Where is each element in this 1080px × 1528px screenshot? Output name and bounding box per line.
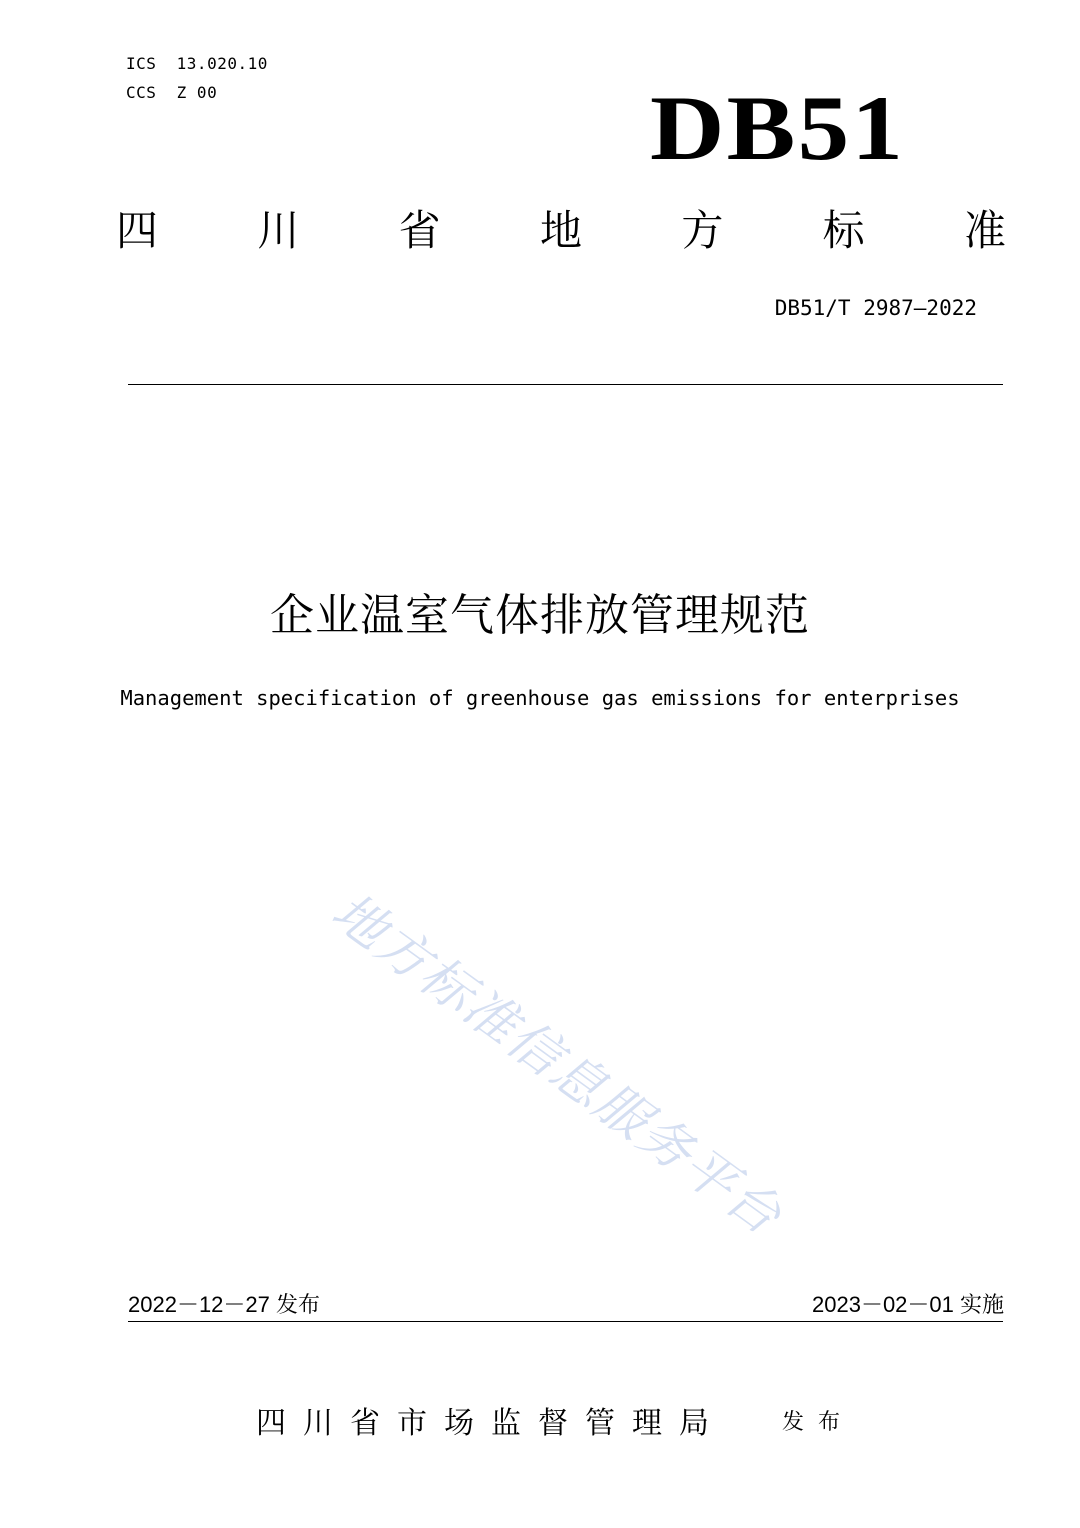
ics-code: ICS 13.020.10 — [126, 54, 268, 73]
standard-type-char: 四 — [116, 206, 159, 255]
standard-code: DB51/T 2987—2022 — [774, 296, 977, 320]
standard-type-heading — [116, 208, 1006, 254]
issue-date: 2022－12－27 发布 — [128, 1292, 320, 1317]
db-logo: DB51 — [650, 77, 906, 179]
standard-type-char: 准 — [963, 206, 1006, 255]
watermark: 地方标准信息服务平台 — [320, 881, 793, 1248]
standard-type-char: 省 — [398, 206, 441, 255]
ccs-code: CCS Z 00 — [126, 83, 218, 102]
publisher-name: 四川省市场监督管理局 — [256, 1406, 726, 1441]
standard-type-char: 标 — [822, 206, 865, 255]
standard-type-char: 方 — [681, 206, 724, 255]
document-title-chinese: 企业温室气体排放管理规范 — [270, 590, 810, 641]
implementation-date: 2023－02－01 实施 — [812, 1292, 1004, 1317]
top-divider — [128, 384, 1003, 385]
publish-label: 发布 — [782, 1410, 855, 1435]
standard-type-char: 地 — [539, 206, 582, 255]
bottom-divider — [128, 1321, 1003, 1322]
document-title-english: Management specification of greenhouse gas emissions for enterprises — [120, 686, 960, 710]
standard-type-char: 川 — [257, 206, 300, 255]
